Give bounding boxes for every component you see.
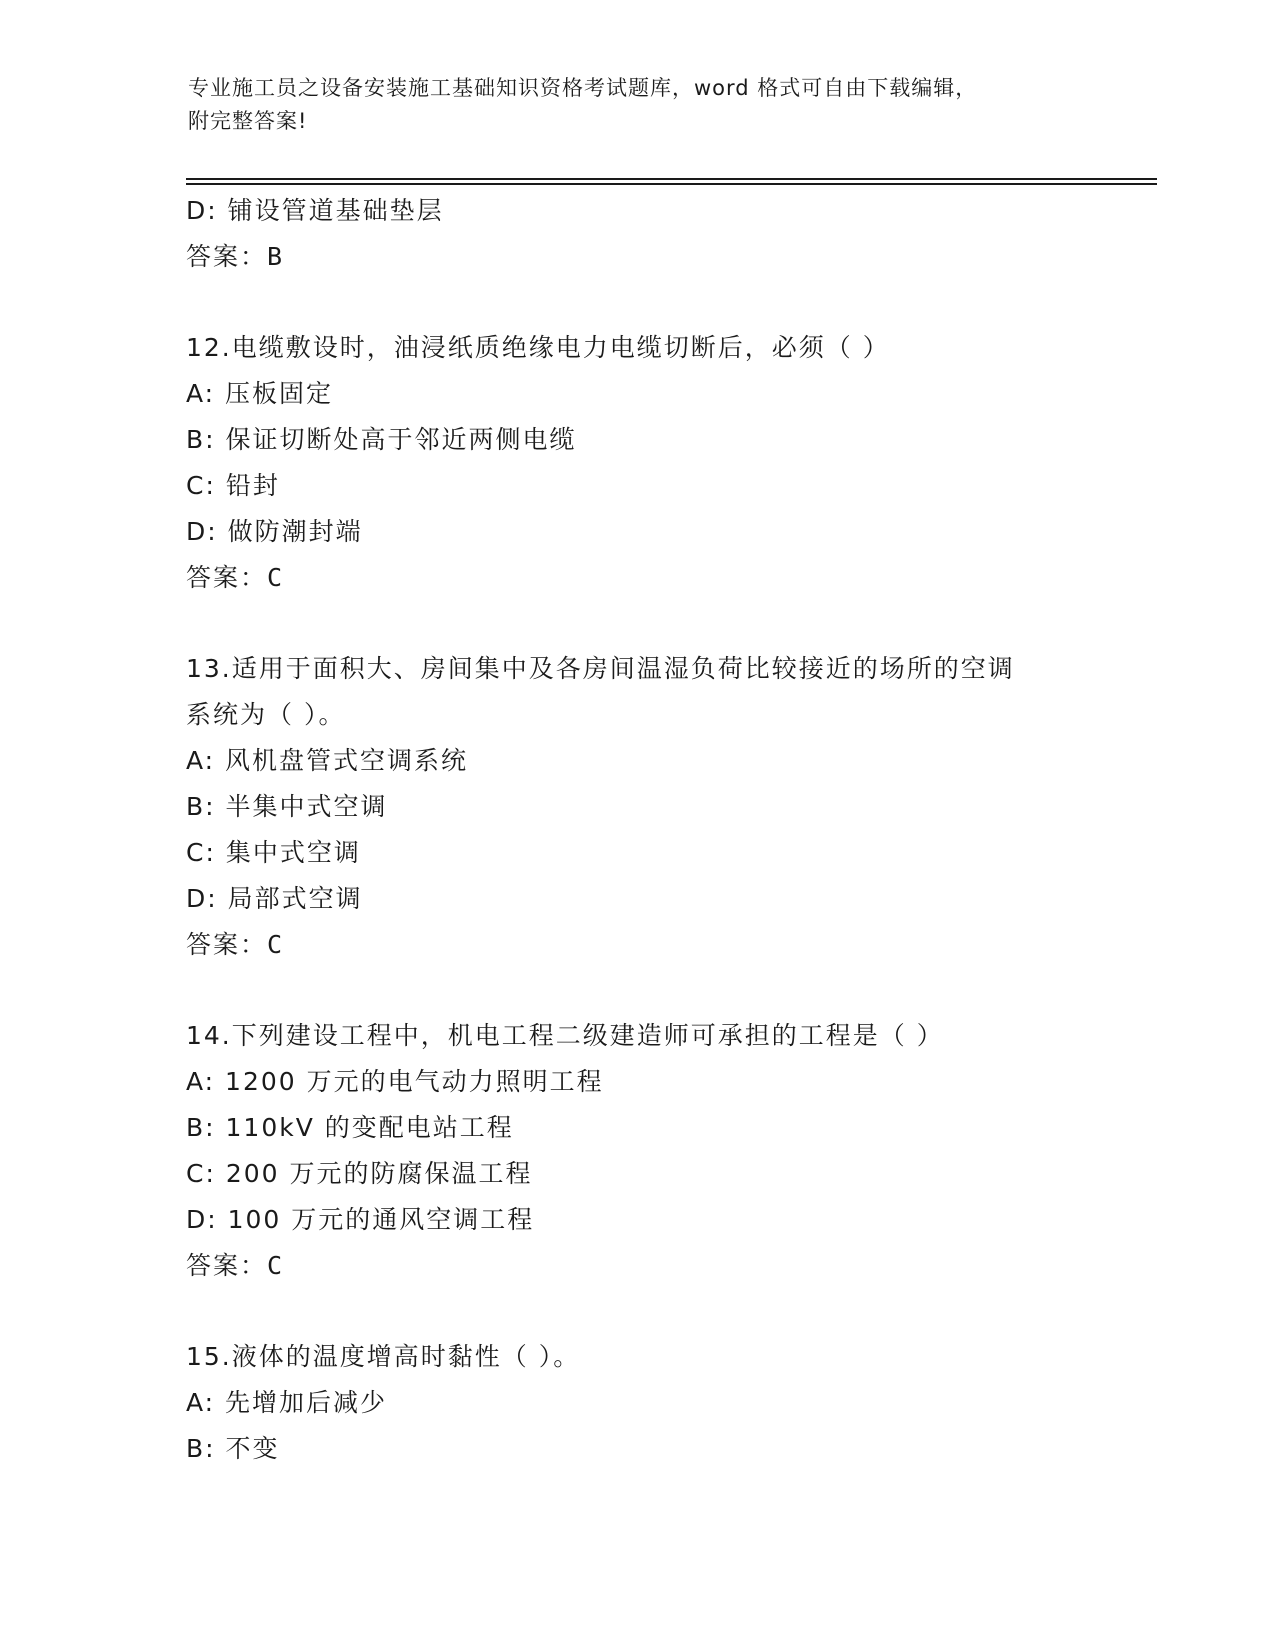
option-a: A: 压板固定 (186, 379, 334, 408)
option-b: B: 半集中式空调 (186, 792, 388, 821)
question-text: 13.适用于面积大、房间集中及各房间温湿负荷比较接近的场所的空调 (186, 654, 1015, 683)
question-text-continued: 系统为（ ）。 (186, 700, 346, 729)
option-d: D: 做防潮封端 (186, 517, 363, 546)
option-b: B: 不变 (186, 1434, 280, 1463)
answer-line: 答案：C (186, 563, 285, 592)
question-block-14 (186, 1013, 1146, 1289)
question-block-15 (186, 1334, 1146, 1472)
option-b: B: 110kV 的变配电站工程 (186, 1113, 514, 1142)
question-text: 15.液体的温度增高时黏性（ ）。 (186, 1342, 581, 1371)
option-a: A: 先增加后减少 (186, 1388, 388, 1417)
option-c: C: 200 万元的防腐保温工程 (186, 1159, 533, 1188)
option-c: C: 铅封 (186, 471, 280, 500)
option-a: A: 1200 万元的电气动力照明工程 (186, 1067, 604, 1096)
question-text: 14.下列建设工程中，机电工程二级建造师可承担的工程是（ ） (186, 1021, 944, 1050)
option-a: A: 风机盘管式空调系统 (186, 746, 469, 775)
question-block-12 (186, 325, 1146, 601)
header-divider-bottom (186, 183, 1157, 185)
header-line-2: 附完整答案! (188, 109, 308, 133)
header-divider-top (186, 178, 1157, 180)
option-d: D: 100 万元的通风空调工程 (186, 1205, 535, 1234)
document-header (188, 72, 1088, 138)
option-b: B: 保证切断处高于邻近两侧电缆 (186, 425, 577, 454)
option-d: D: 局部式空调 (186, 884, 363, 913)
question-text: 12.电缆敷设时，油浸纸质绝缘电力电缆切断后，必须（ ） (186, 333, 890, 362)
header-line-1: 专业施工员之设备安装施工基础知识资格考试题库，word 格式可自由下载编辑， (188, 76, 978, 100)
option-c: C: 集中式空调 (186, 838, 361, 867)
question-block-11 (186, 188, 1146, 280)
question-list (186, 188, 1146, 1472)
answer-line: 答案：B (186, 242, 285, 271)
question-block-13 (186, 646, 1146, 968)
option-d: D: 铺设管道基础垫层 (186, 196, 444, 225)
answer-line: 答案：C (186, 1251, 285, 1280)
answer-line: 答案：C (186, 930, 285, 959)
